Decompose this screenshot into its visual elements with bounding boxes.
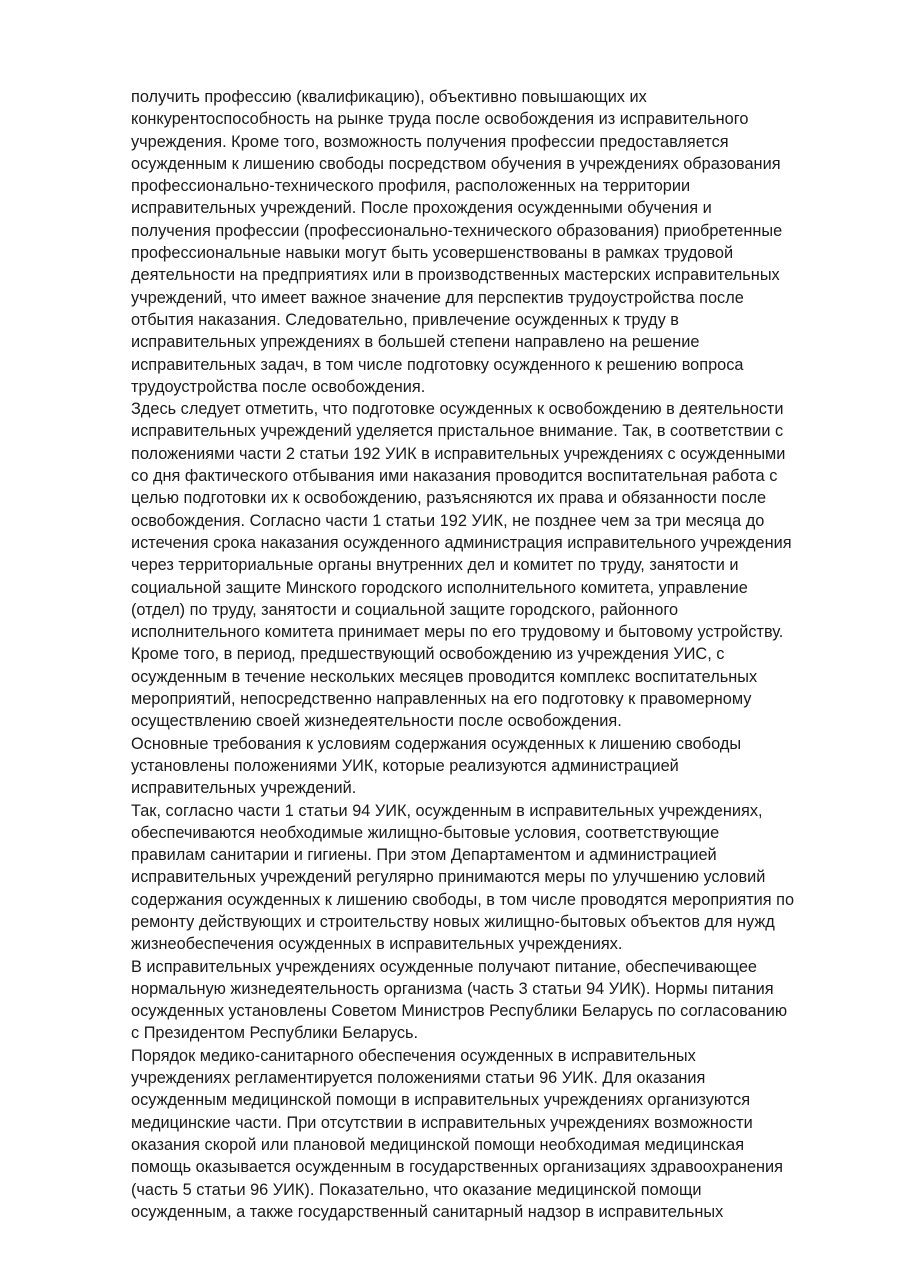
text-line: учреждения. Кроме того, возможность получения профессии предоставляется [131,131,729,151]
text-line: содержания осужденных к лишению свободы, в том числе проводятся мероприятия по [131,889,795,909]
text-line: исправительных задач, в том числе подготовку осужденного к решению вопроса [131,354,744,374]
text-line: правилам санитарии и гигиены. При этом Департаментом и администрацией [131,845,717,865]
text-line: осужденным в течение нескольких месяцев проводится комплекс воспитательных [131,666,758,686]
text-line: помощь оказывается осужденным в государственных организациях здравоохранения [131,1157,783,1177]
text-line: профессиональные навыки могут быть усовершенствованы в рамках трудовой [131,243,734,263]
paragraph [131,733,822,800]
text-line: осужденным к лишению свободы посредством обучения в учреждениях образования [131,153,781,173]
text-line: учреждений, что имеет важное значение для перспектив трудоустройства после [131,287,744,307]
text-line: исправительных упреждениях в большей степени направлено на решение [131,332,700,352]
text-line: установлены положениями УИК, которые реализуются администрацией [131,755,679,775]
text-line: деятельности на предприятиях или в производственных мастерских исправительных [131,265,780,285]
text-line: положениями части 2 статьи 192 УИК в исправительных учреждениях с осужденными [131,443,786,463]
text-line: медицинские части. При отсутствии в исправительных учреждениях возможности [131,1112,753,1132]
text-line: осужденным, а также государственный санитарный надзор в исправительных [131,1201,724,1221]
text-line: исполнительного комитета принимает меры по его трудовому и бытовому устройству. [131,622,784,642]
text-line: истечения срока наказания осужденного администрация исправительного учреждения [131,532,792,552]
text-line: осужденным медицинской помощи в исправительных учреждениях организуются [131,1090,751,1110]
text-line: (часть 5 статьи 96 УИК). Показательно, что оказание медицинской помощи [131,1179,702,1199]
text-line: получить профессию (квалификацию), объективно повышающих их [131,87,647,106]
text-line: учреждениях регламентируется положениями статьи 96 УИК. Для оказания [131,1068,706,1088]
text-line: исправительных учреждений. После прохождения осужденными обучения и [131,198,712,218]
text-line: мероприятий, непосредственно направленных на его подготовку к правомерному [131,689,752,709]
text-line: с Президентом Республики Беларусь. [131,1023,419,1043]
text-line: осужденных установлены Советом Министров Республики Беларусь по согласованию [131,1001,788,1021]
paragraph [131,956,822,1045]
text-line: трудоустройства после освобождения. [131,376,426,396]
text-line: через территориальные органы внутренних дел и комитет по труду, занятости и [131,555,739,575]
text-line: исправительных учреждений регулярно принимаются меры по улучшению условий [131,867,766,887]
text-line: Кроме того, в период, предшествующий освобождению из учреждения УИС, с [131,644,725,664]
text-line: обеспечиваются необходимые жилищно-бытовые условия, соответствующие [131,822,720,842]
text-line: жизнеобеспечения осужденных в исправительных учреждениях. [131,934,623,954]
text-line: нормальную жизнедеятельность организма (часть 3 статьи 94 УИК). Нормы питания [131,978,774,998]
text-line: Здесь следует отметить, что подготовке осужденных к освобождению в деятельности [131,399,784,419]
paragraph [131,1045,822,1223]
text-line: отбытия наказания. Следовательно, привлечение осужденных к труду в [131,309,679,329]
text-line: Порядок медико-санитарного обеспечения осужденных в исправительных [131,1045,696,1065]
text-line: получения профессии (профессионально-технического образования) приобретенные [131,220,783,240]
text-line: В исправительных учреждениях осужденные получают питание, обеспечивающее [131,956,758,976]
text-line: социальной защите Минского городского исполнительного комитета, управление [131,577,748,597]
text-line: профессионально-технического профиля, расположенных на территории [131,176,691,196]
text-line: конкурентоспособность на рынке труда после освобождения из исправительного [131,109,749,129]
text-line: Так, согласно части 1 статьи 94 УИК, осужденным в исправительных учреждениях, [131,800,763,820]
text-line: исправительных учреждений уделяется пристальное внимание. Так, в соответствии с [131,421,784,441]
paragraph [131,398,822,732]
text-line: оказания скорой или плановой медицинской помощи необходимая медицинская [131,1134,745,1154]
text-line: ремонту действующих и строительству новых жилищно-бытовых объектов для нужд [131,911,775,931]
text-line: осуществлению своей жизнедеятельности после освобождения. [131,711,622,731]
text-line: Основные требования к условиям содержания осужденных к лишению свободы [131,733,742,753]
text-line: целью подготовки их к освобождению, разъясняются их права и обязанности после [131,488,767,508]
paragraph [131,86,822,398]
text-line: со дня фактического отбывания ими наказания проводится воспитательная работа с [131,466,778,486]
paragraph [131,800,822,956]
text-line: (отдел) по труду, занятости и социальной защите городского, районного [131,599,679,619]
text-line: исправительных учреждений. [131,778,357,798]
text-line: освобождения. Согласно части 1 статьи 192 УИК, не позднее чем за три месяца до [131,510,765,530]
document-body [131,86,822,1223]
